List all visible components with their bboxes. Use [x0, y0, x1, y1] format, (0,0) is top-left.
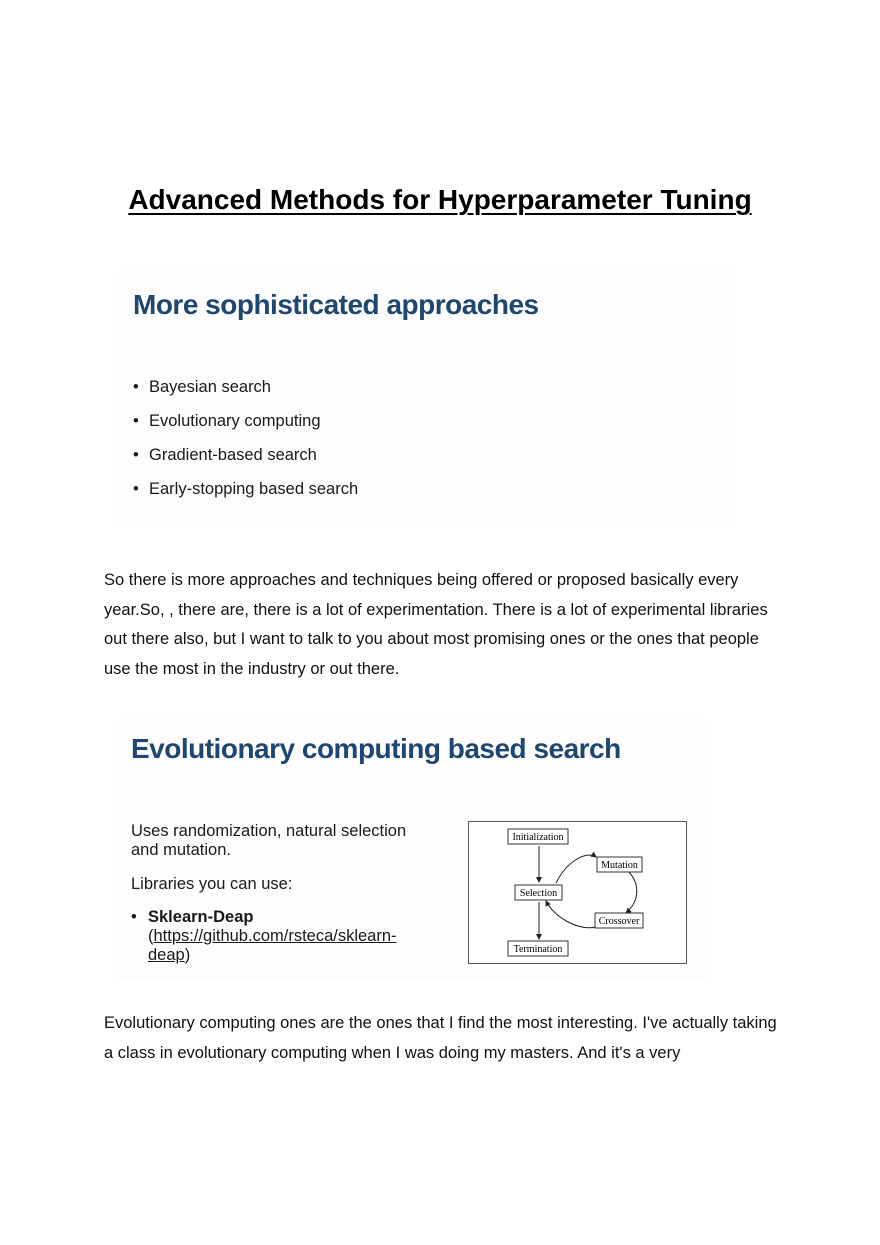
slide-title: Evolutionary computing based search — [131, 733, 621, 764]
slide-title: More sophisticated approaches — [133, 289, 539, 320]
node-initialization — [508, 829, 568, 844]
svg-text:Termination: Termination — [513, 944, 563, 955]
evolution-cycle-diagram — [468, 821, 687, 964]
svg-text:Mutation: Mutation — [601, 860, 638, 871]
bullet-icon: • — [133, 446, 139, 464]
node-crossover — [595, 913, 643, 928]
list-item: • Gradient-based search — [133, 446, 317, 464]
library-item: • Sklearn-Deap (https://github.com/rsteca/sklearn-deap) — [131, 908, 397, 964]
list-item: • Bayesian search — [133, 378, 271, 396]
library-link: https://github.com/rsteca/sklearn-deap — [148, 927, 397, 964]
list-item: • Evolutionary computing — [133, 412, 321, 430]
approaches-list — [133, 376, 358, 512]
slide-image-evolutionary — [118, 718, 706, 980]
page-title: Advanced Methods for Hyperparameter Tuning — [128, 184, 752, 215]
node-selection — [515, 885, 562, 900]
bullet-icon: • — [133, 480, 139, 498]
slide-image-approaches — [118, 270, 736, 528]
body-paragraph: Evolutionary computing ones are the ones that I find the most interesting. I've actually taking a class in evolutionary computing when I was doing my masters. And it's a very — [104, 1014, 777, 1062]
slide-description: Uses randomization, natural selection and mutation. — [131, 822, 407, 859]
bullet-icon: • — [133, 378, 139, 396]
libraries-label: Libraries you can use: — [131, 875, 293, 893]
bullet-icon: • — [133, 412, 139, 430]
svg-text:Crossover: Crossover — [598, 916, 640, 927]
bullet-icon: • — [131, 908, 137, 926]
node-termination — [508, 941, 568, 956]
library-name: Sklearn-Deap — [148, 908, 254, 926]
body-paragraph: So there is more approaches and techniques being offered or proposed basically every year.So, , there are, there is a lot of experimentation. There is a lot of experimental libraries out there also, but I want to talk to you about most promising ones or the ones that people use the most in the industry or out there. — [104, 571, 768, 679]
node-mutation — [597, 857, 642, 872]
svg-text:Initialization: Initialization — [512, 832, 564, 843]
list-item: • Early-stopping based search — [133, 480, 359, 498]
svg-text:Selection: Selection — [519, 888, 558, 899]
